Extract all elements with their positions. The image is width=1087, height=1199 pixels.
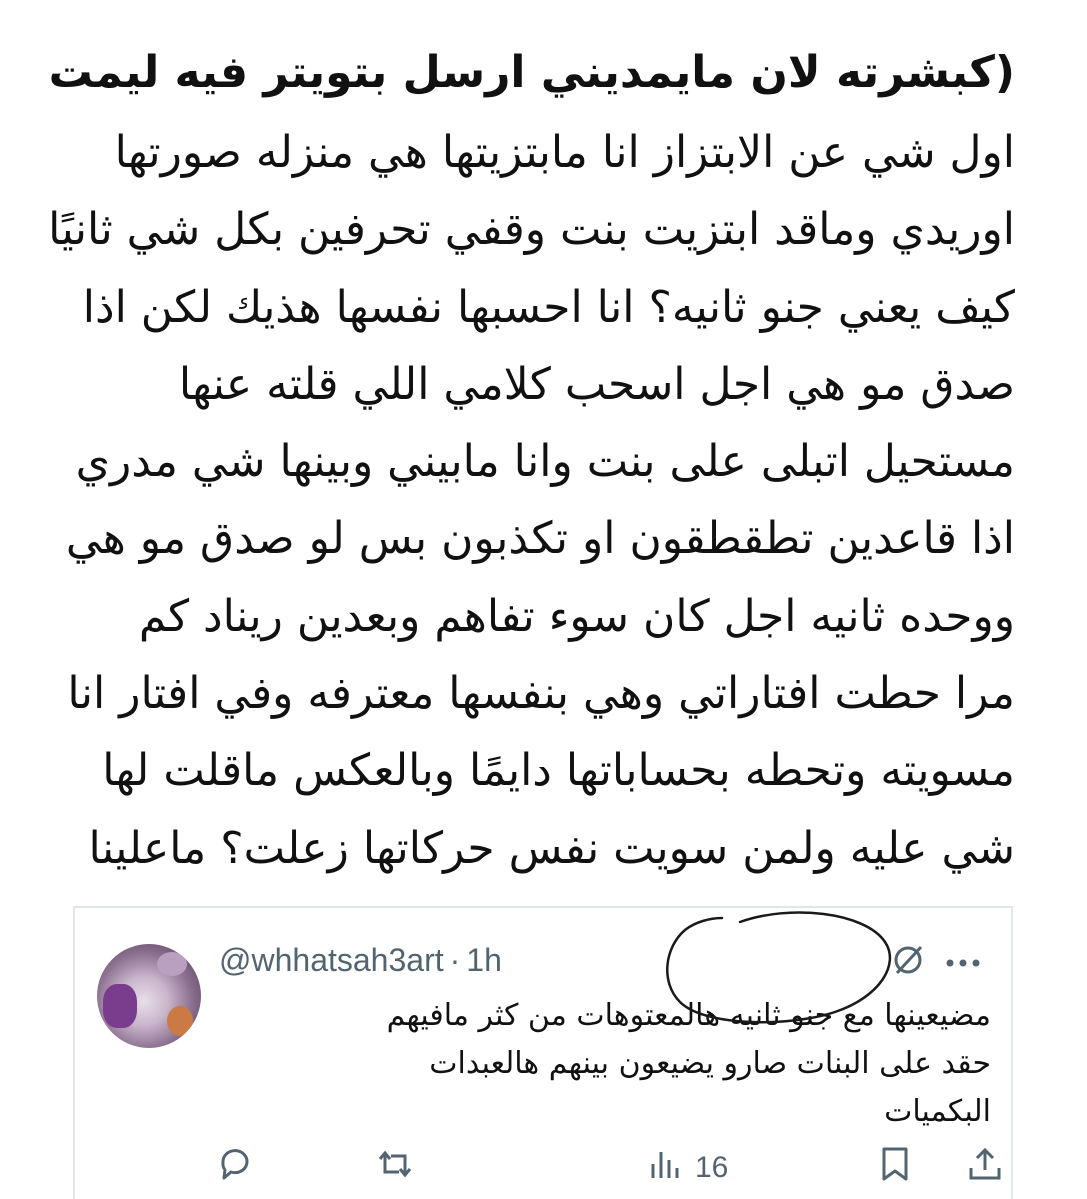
slash-circle-icon[interactable]	[891, 943, 925, 981]
views-icon	[645, 1144, 685, 1192]
tweet-meta	[219, 942, 502, 979]
retweet-icon	[375, 1144, 415, 1192]
reply-icon	[215, 1144, 255, 1192]
body-line: ووحده ثانيه اجل كان سوء تفاهم وبعدين ريناد كم	[138, 590, 1015, 642]
tweet-top-icons	[891, 942, 981, 982]
tweet-text-line: مضيعينها مع جنو ثانيه هالمعتوهات من كثر مافيهم	[386, 998, 991, 1033]
body-line: مسويته وتحطه بحساباتها دايمًا وبالعكس ماقلت لها	[102, 745, 1015, 797]
body-line: مستحيل اتبلى على بنت وانا مابيني وبينها شي مدري	[75, 436, 1015, 488]
bookmark-button[interactable]	[875, 1146, 915, 1190]
share-button[interactable]	[965, 1146, 1005, 1190]
tweet-actions	[215, 1146, 991, 1190]
avatar[interactable]	[97, 944, 201, 1048]
tweet-text-line: البكميات	[884, 1094, 991, 1129]
tweet-time[interactable]: 1h	[466, 942, 502, 978]
body-line: اوريدي وماقد ابتزيت بنت وقفي تحرفين بكل شي ثانيًا	[48, 204, 1015, 256]
tweet-handle[interactable]: @whhatsah3art	[219, 942, 444, 978]
embedded-tweet[interactable]	[73, 906, 1013, 1199]
tweet-text-line: حقد على البنات صارو يضيعون بينهم هالعبدات	[429, 1046, 991, 1081]
body-line: اول شي عن الابتزاز انا مابتزيتها هي منزله صورتها	[114, 127, 1015, 178]
post-headline: (كبشرته لان مايمديني ارسل بتويتر فيه ليمت	[48, 47, 1015, 98]
retweet-button[interactable]	[375, 1146, 415, 1190]
share-icon	[965, 1144, 1005, 1192]
views-button[interactable]	[645, 1146, 728, 1190]
views-count: 16	[695, 1151, 729, 1184]
bookmark-icon	[875, 1144, 915, 1192]
post-body	[48, 114, 1015, 887]
body-line: صدق مو هي اجل اسحب كلامي اللي قلته عنها	[178, 358, 1015, 410]
body-line: مرا حطت افتاراتي وهي بنفسها معترفه وفي افتار انا	[67, 668, 1015, 720]
body-line: كيف يعني جنو ثانيه؟ انا احسبها نفسها هذيك لكن اذا	[82, 281, 1015, 333]
more-icon[interactable]	[945, 953, 981, 972]
reply-button[interactable]	[215, 1146, 255, 1190]
tweet-text	[275, 992, 991, 1136]
meta-separator: ·	[449, 942, 461, 978]
body-line: اذا قاعدين تطقطقون او تكذبون بس لو صدق مو هي	[65, 513, 1015, 565]
body-line: شي عليه ولمن سويت نفس حركاتها زعلت؟ ماعلينا	[88, 822, 1015, 874]
